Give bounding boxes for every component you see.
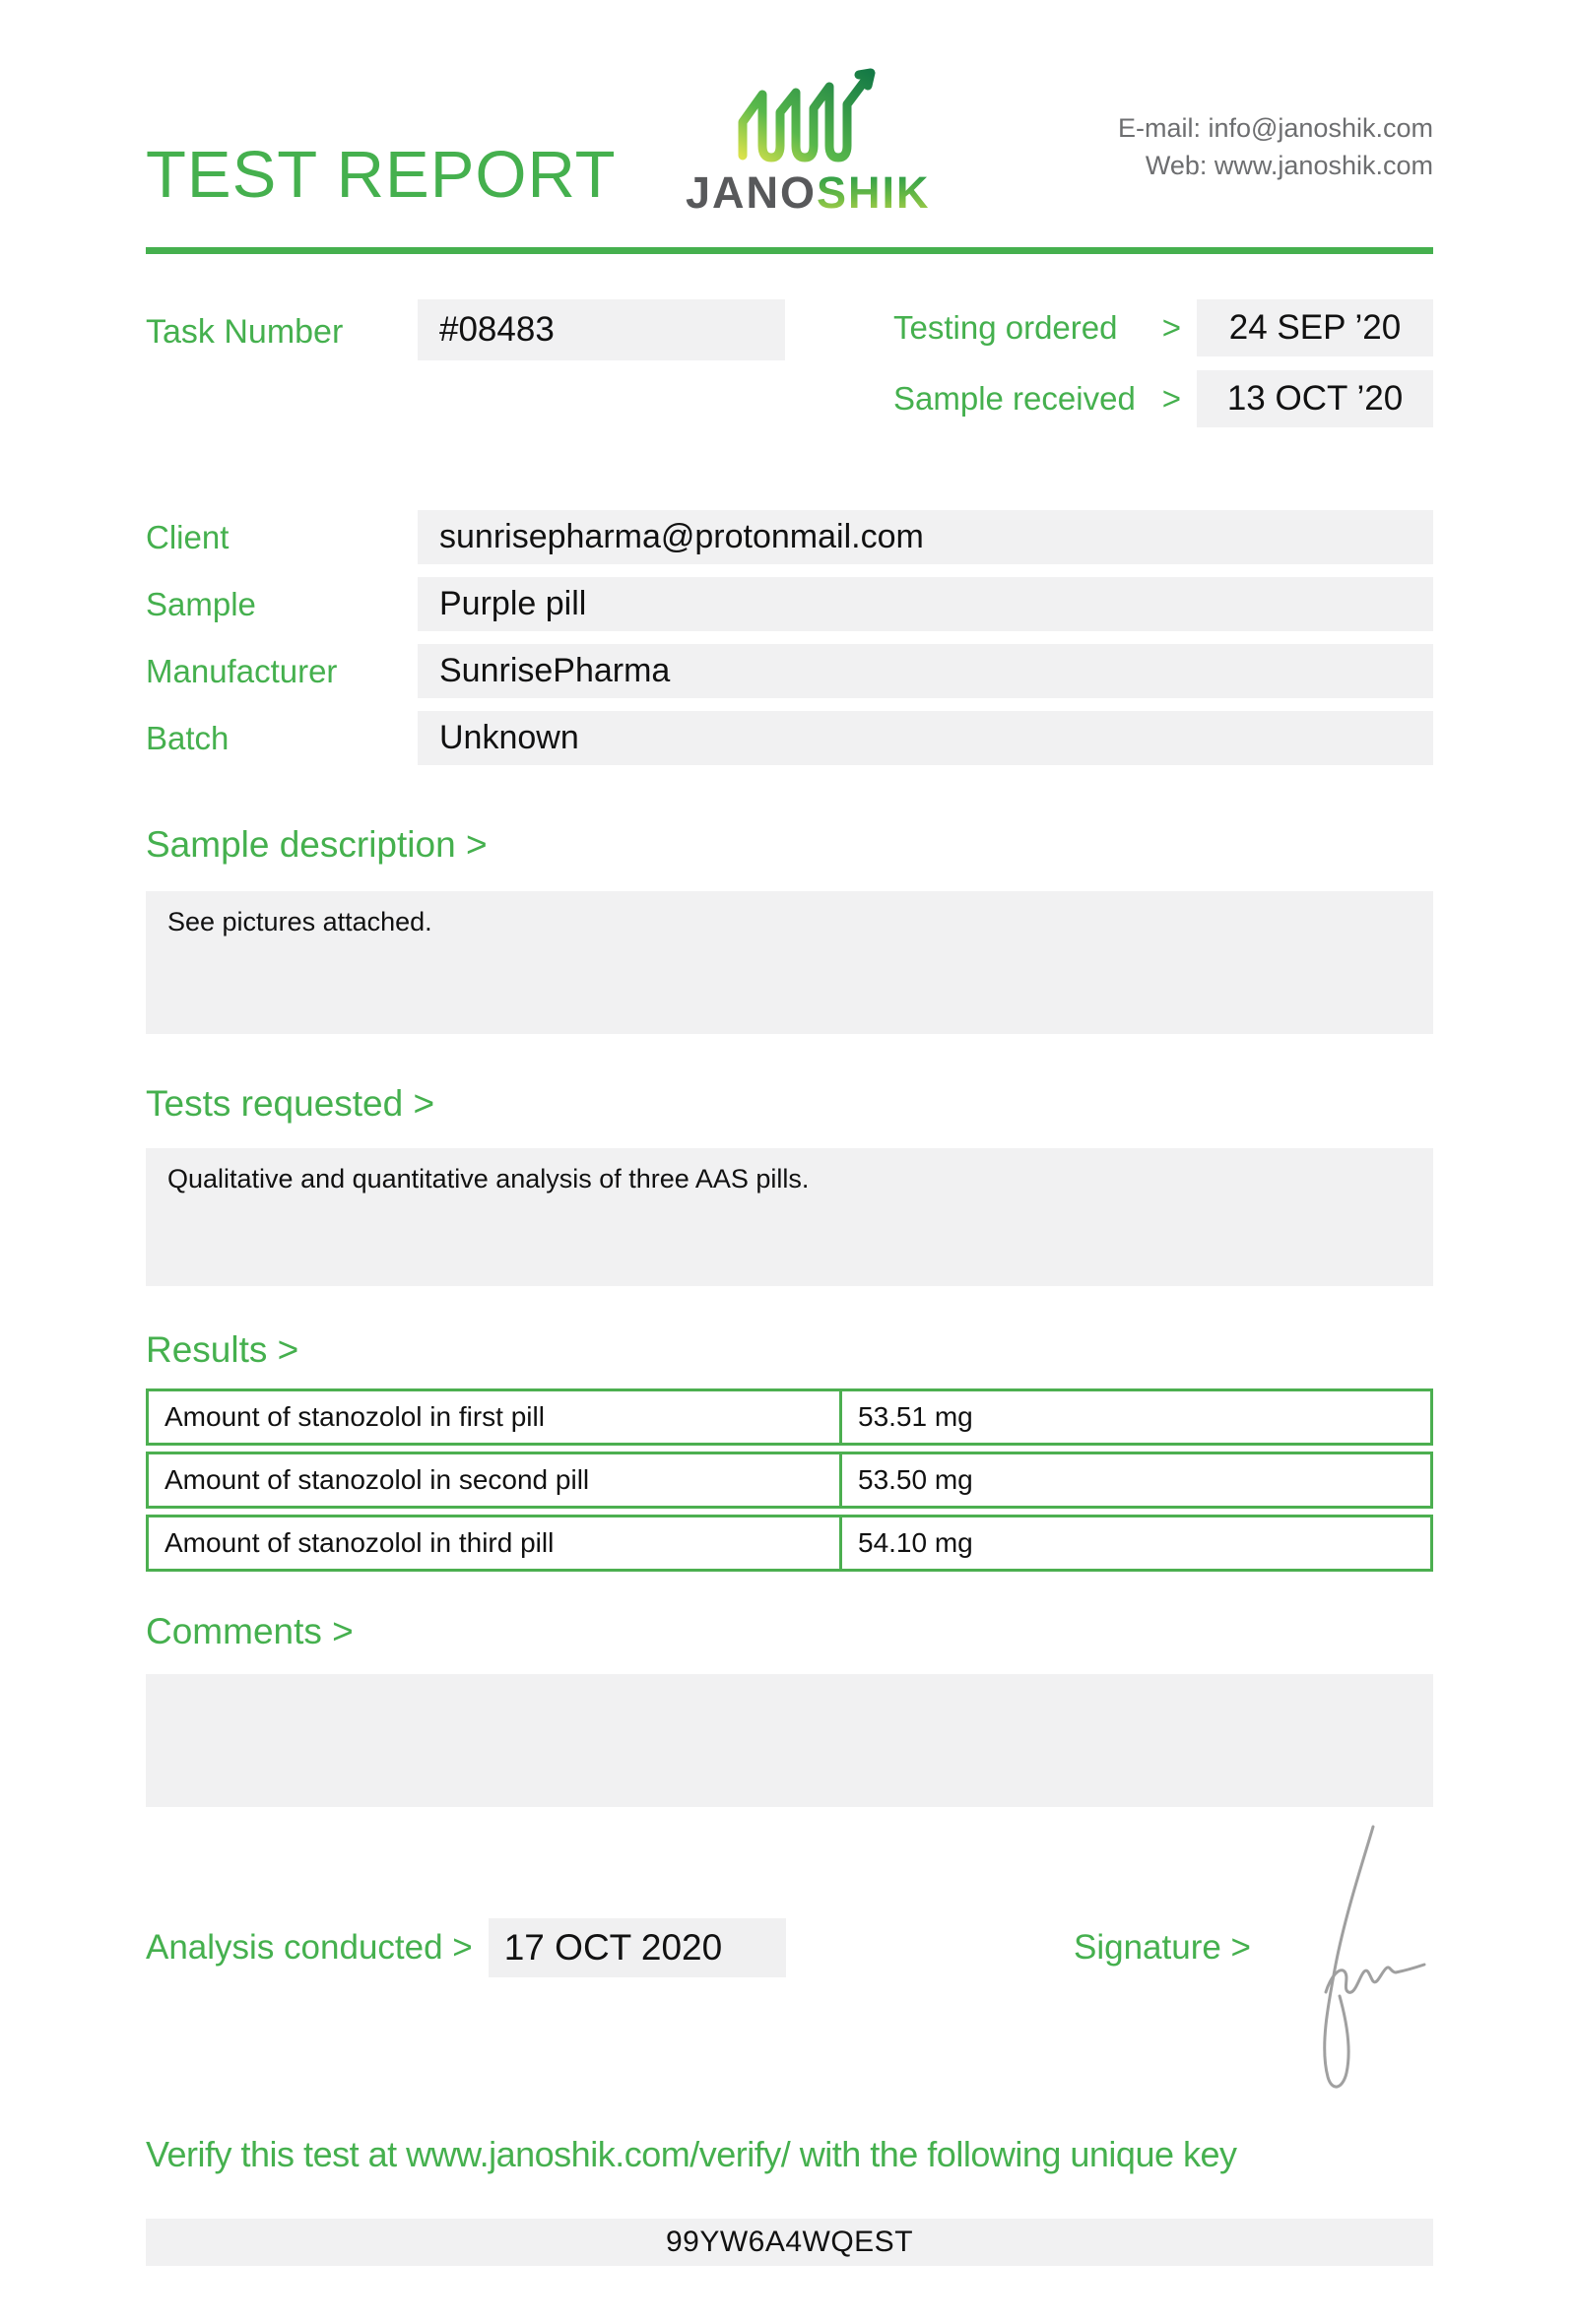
comments-heading: Comments > — [146, 1611, 354, 1651]
analysis-conducted-label: Analysis conducted > — [146, 1928, 473, 1967]
client-row — [146, 510, 1433, 564]
sample-value: Purple pill — [418, 577, 1433, 631]
verify-text: Verify this test at www.janoshik.com/verify/ with the following unique key — [146, 2134, 1237, 2174]
sample-info-section — [146, 510, 1433, 765]
sample-received-value: 13 OCT ’20 — [1197, 370, 1433, 427]
batch-label: Batch — [146, 719, 230, 756]
result-name-cell: Amount of stanozolol in third pill — [149, 1517, 842, 1569]
arrow-icon: > — [1161, 380, 1181, 417]
sample-description-box: See pictures attached. — [146, 891, 1433, 1034]
tests-requested-box: Qualitative and quantitative analysis of three AAS pills. — [146, 1148, 1433, 1286]
testing-ordered-row — [893, 299, 1433, 356]
result-value-cell: 53.51 mg — [858, 1401, 973, 1432]
logo-word-secondary: SHIK — [817, 167, 931, 218]
manufacturer-value: SunrisePharma — [418, 644, 1433, 698]
janoshik-logo — [686, 65, 931, 226]
task-dates-section — [146, 299, 1433, 427]
comments-box — [146, 1674, 1433, 1807]
sample-label: Sample — [146, 585, 256, 622]
header-divider — [146, 247, 1433, 254]
task-number-value: #08483 — [418, 299, 785, 360]
logo-word-primary: JANO — [686, 167, 818, 218]
logo-wordmark — [686, 167, 931, 219]
signature-label: Signature > — [1074, 1928, 1251, 1967]
contact-web: Web: www.janoshik.com — [1145, 151, 1433, 181]
dates-block — [893, 299, 1433, 427]
result-name-cell: Amount of stanozolol in first pill — [149, 1391, 842, 1443]
table-row — [146, 1515, 1433, 1572]
signature-image — [1271, 1819, 1438, 2129]
client-value: sunrisepharma@protonmail.com — [418, 510, 1433, 564]
results-table — [146, 1388, 1433, 1572]
result-name-cell: Amount of stanozolol in second pill — [149, 1454, 842, 1506]
footer-row — [146, 1917, 1433, 1978]
header — [146, 0, 1433, 226]
page-title: TEST REPORT — [146, 138, 617, 212]
unique-key: 99YW6A4WQEST — [146, 2219, 1433, 2266]
table-row — [146, 1388, 1433, 1446]
sample-received-row — [893, 370, 1433, 427]
batch-value: Unknown — [418, 711, 1433, 765]
arrow-icon: > — [1161, 309, 1181, 346]
batch-row — [146, 711, 1433, 765]
tests-requested-heading: Tests requested > — [146, 1083, 435, 1124]
task-number-row — [146, 299, 785, 427]
sample-received-label: Sample received — [893, 380, 1136, 417]
trend-chart-icon — [733, 65, 883, 165]
sample-description-heading: Sample description > — [146, 824, 488, 865]
analysis-conducted-value: 17 OCT 2020 — [489, 1918, 786, 1977]
task-number-label: Task Number — [146, 313, 344, 351]
contact-info — [1118, 110, 1433, 226]
result-value-cell: 54.10 mg — [858, 1527, 973, 1558]
manufacturer-label: Manufacturer — [146, 652, 338, 689]
testing-ordered-label: Testing ordered — [893, 309, 1118, 346]
contact-email: E-mail: info@janoshik.com — [1117, 113, 1433, 144]
table-row — [146, 1452, 1433, 1509]
manufacturer-row — [146, 644, 1433, 698]
result-value-cell: 53.50 mg — [858, 1464, 973, 1495]
results-heading: Results > — [146, 1329, 299, 1370]
sample-row — [146, 577, 1433, 631]
client-label: Client — [146, 518, 230, 555]
testing-ordered-value: 24 SEP ’20 — [1197, 299, 1433, 356]
